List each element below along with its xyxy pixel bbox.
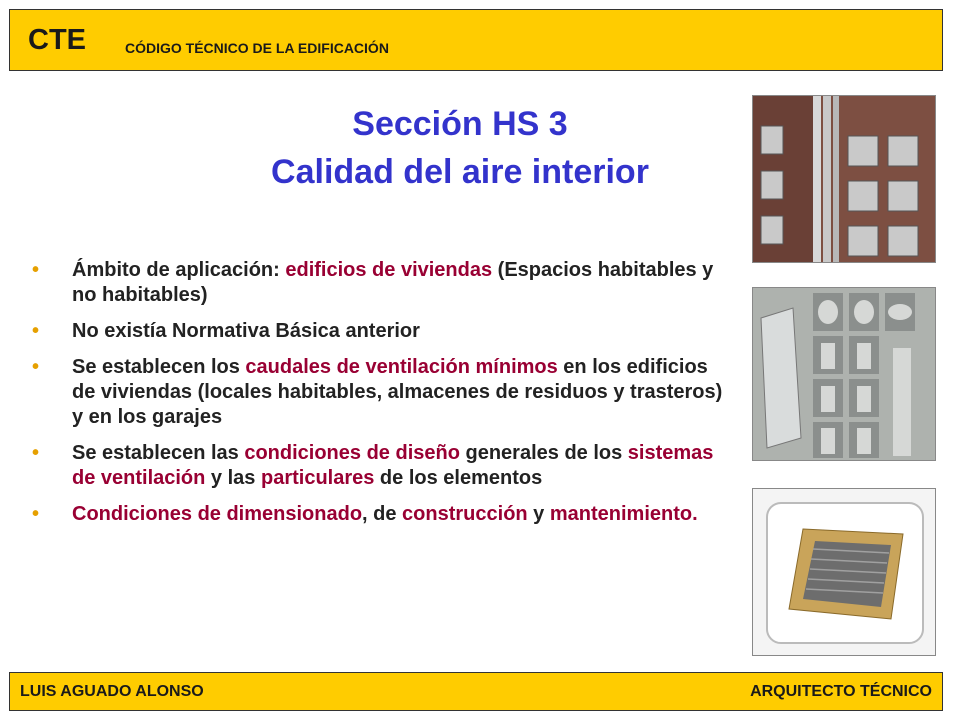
footer-role: ARQUITECTO TÉCNICO [750,683,932,700]
bullet-marker: • [32,442,40,464]
highlighted-text: construcción [402,503,528,525]
header-bar [9,9,943,71]
bullet-marker: • [32,503,40,525]
bullet-text: y [527,503,550,525]
highlighted-text: condiciones de diseño [244,442,460,464]
highlighted-text: mantenimiento. [549,503,698,525]
bullet-text: No existía Normativa Básica anterior [72,320,420,342]
ventilation-grille-photo [752,488,936,656]
bullet-text: (Espacios habitables y no habitables) [72,259,714,306]
bullet-text: Se establecen las [72,442,245,464]
footer-author: LUIS AGUADO ALONSO [20,683,204,700]
bullet-marker: • [32,320,40,342]
bullet-list [30,258,730,538]
building-ducts-photo [752,95,936,263]
header-cte-label: CTE [28,24,86,56]
bullet-marker: • [32,356,40,378]
bullet-item [30,441,730,491]
highlighted-text: caudales de ventilación mínimos [245,356,558,378]
bullet-item [30,258,730,308]
header-subtitle: CÓDIGO TÉCNICO DE LA EDIFICACIÓN [125,40,389,56]
highlighted-text: particulares [260,467,375,489]
bullet-marker: • [32,259,40,281]
highlighted-text: edificios de viviendas [285,259,493,281]
title-line-2: Calidad del aire interior [271,153,649,191]
bullet-text: , de [362,503,403,525]
highlighted-text: sistemas de ventilación [72,442,714,489]
bullet-text: Se establecen los [72,356,246,378]
highlighted-text: Condiciones de dimensionado [72,503,363,525]
bullet-item [30,502,730,527]
bullet-text: y las [205,467,261,489]
bullet-text: de los elementos [374,467,543,489]
slide-title [200,100,720,196]
bullet-text: en los edificios de viviendas (locales habitables, almacenes de residuos y trasteros) y en los garajes [72,356,723,428]
bullet-item [30,319,730,344]
footer-bar [9,672,943,711]
metal-ducts-photo [752,287,936,461]
bullet-text: Ámbito de aplicación: [72,259,286,281]
bullet-item [30,355,730,430]
title-line-1: Sección HS 3 [352,105,568,143]
bullet-text: generales de los [459,442,628,464]
